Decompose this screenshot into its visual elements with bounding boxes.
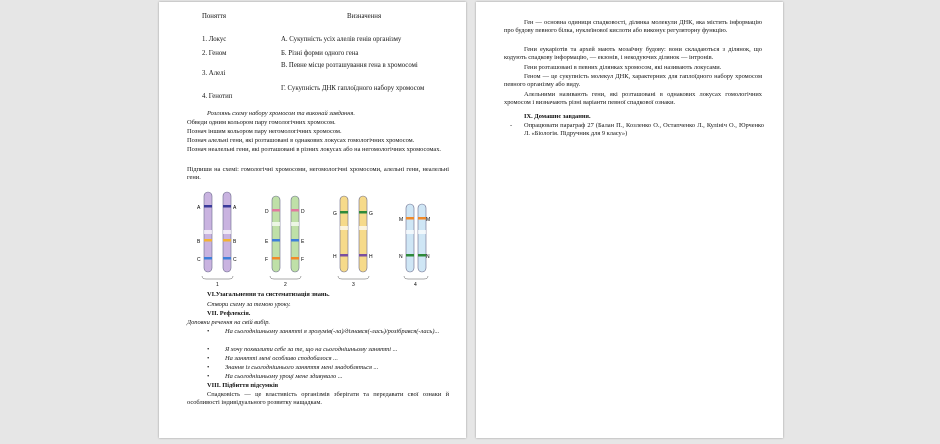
gene-label: G: [369, 211, 373, 217]
table-definition: Г. Сукупність ДНК гаплоїдного набору хромосом: [281, 85, 425, 92]
gene-label: C: [233, 257, 237, 263]
task-line: Обведи одним кольором пару гомологічних хромосом.: [187, 119, 336, 126]
section-task: Доповни речення на свій вибір.: [187, 319, 271, 326]
table-header-definition: Визначення: [347, 13, 382, 20]
pair-number: 1: [216, 282, 219, 288]
task-line: Познач алельні гени, які розташовані в однакових локусах гомологічних хромосом.: [187, 137, 415, 144]
pair-number: 4: [414, 282, 417, 288]
gene-label: E: [265, 239, 269, 245]
paragraph: Гени розташовані в певних ділянках хромосом, які називають локусами.: [524, 64, 722, 71]
gene-label: B: [233, 239, 237, 245]
chromosome-pair-4b: [418, 204, 426, 272]
section-task: Створи схему за темою уроку.: [207, 301, 291, 308]
gene-label: A: [197, 205, 201, 211]
gene-label: B: [197, 239, 201, 245]
gene-label: E: [301, 239, 305, 245]
table-term: 4. Генотип: [202, 93, 233, 100]
section-heading: VI.Узагальнення та систематизація знань.: [207, 291, 330, 298]
task-line: Познач іншим кольором пару негомологічних хромосом.: [187, 128, 342, 135]
summary-text: Спадковість — це властивість організмів зберігати та передавати свої ознаки й особливості індивідуального розвитку нащадкам.: [187, 391, 449, 407]
pair-number: 2: [284, 282, 287, 288]
gene-label: F: [265, 257, 269, 263]
gene-label: N: [426, 254, 430, 260]
task-line: Підпиши на схемі: гомологічні хромосоми, негомологічні хромосоми, алельні гени, неалельні гени.: [187, 166, 449, 182]
gene-label: G: [333, 211, 337, 217]
reflection-item: • На сьогоднішньому уроці мене здивувало ...: [225, 373, 343, 381]
pair-number: 3: [352, 282, 355, 288]
gene-label: M: [399, 217, 404, 223]
section-heading: VIII. Підбиття підсумків: [207, 382, 279, 389]
paragraph: Алельними називають гени, які розташовані в однакових локусах гомологічних хромосом і визначають різні варіанти певної спадкової ознаки.: [504, 91, 762, 107]
reflection-item: • Знання із сьогоднішнього заняття мені знадобляться ...: [225, 364, 378, 372]
gene-label: M: [426, 217, 431, 223]
chromosome-pair-3: [340, 196, 367, 272]
gene-label: C: [197, 257, 201, 263]
paragraph: Геном — це сукупність молекул ДНК, характерних для гаплоїдного набору хромосом певного організму або виду.: [504, 73, 762, 89]
chromosome-figure: [194, 190, 429, 288]
paragraph: Ген — основна одиниця спадковості, ділянка молекули ДНК, яка містить інформацію про будову певного білка, нуклеїнової кислоти або виконує регуляторну функцію.: [504, 19, 762, 35]
table-term: 3. Алелі: [202, 70, 226, 77]
table-term: 2. Геном: [202, 50, 227, 57]
chromosome-pair-4: [406, 204, 414, 272]
document-page-right: [476, 2, 783, 438]
gene-label: H: [333, 254, 337, 260]
chromosome-pair-1: [204, 192, 231, 272]
table-definition: В. Певне місце розташування гена в хромосомі: [281, 62, 418, 69]
table-term: 1. Локус: [202, 36, 227, 43]
section-heading: VII. Рефлексія.: [207, 310, 251, 317]
document-page-left: [159, 2, 466, 438]
paragraph: Гени еукаріотів та архей мають мозаїчну будову: вони складаються з ділянок, що кодують спадкову інформацію, — екзонів, і некодуючих ділянок — інтронів.: [504, 46, 762, 62]
reflection-item: • На занятті мені особливо сподобалося ...: [225, 355, 338, 363]
gene-label: D: [265, 209, 269, 215]
chromosome-pair-2: [272, 196, 299, 272]
gene-label: F: [301, 257, 305, 263]
gene-label: N: [399, 254, 403, 260]
task-title: Розглянь схему набору хромосом та виконай завдання.: [207, 110, 355, 117]
gene-label: A: [233, 205, 237, 211]
table-header-term: Поняття: [202, 13, 227, 20]
homework-text: Опрацювати параграф 27 (Балан П., Козленко О., Остапченко Л., Кулініч О., Юрченко Л. «Біологія. Підручник для 9 класу»): [524, 122, 764, 138]
reflection-item: • Я хочу похвалити себе за те, що на сьогоднішньому занятті ...: [225, 346, 397, 354]
reflection-item: • На сьогоднішньому занятті я зрозумів(-ла)/дізнався(-лась)/розібрався(-лась)...: [225, 328, 447, 336]
gene-label: D: [301, 209, 305, 215]
task-line: Познач неалельні гени, які розташовані в різних локусах або на негомологічних хромосомах.: [187, 146, 442, 153]
bullet-dash: -: [510, 122, 513, 129]
section-heading: IX. Домашнє завдання.: [524, 113, 591, 120]
table-definition: Б. Різні форми одного гена: [281, 50, 359, 57]
table-definition: А. Сукупність усіх алелів генів організму: [281, 36, 402, 43]
gene-label: H: [369, 254, 373, 260]
